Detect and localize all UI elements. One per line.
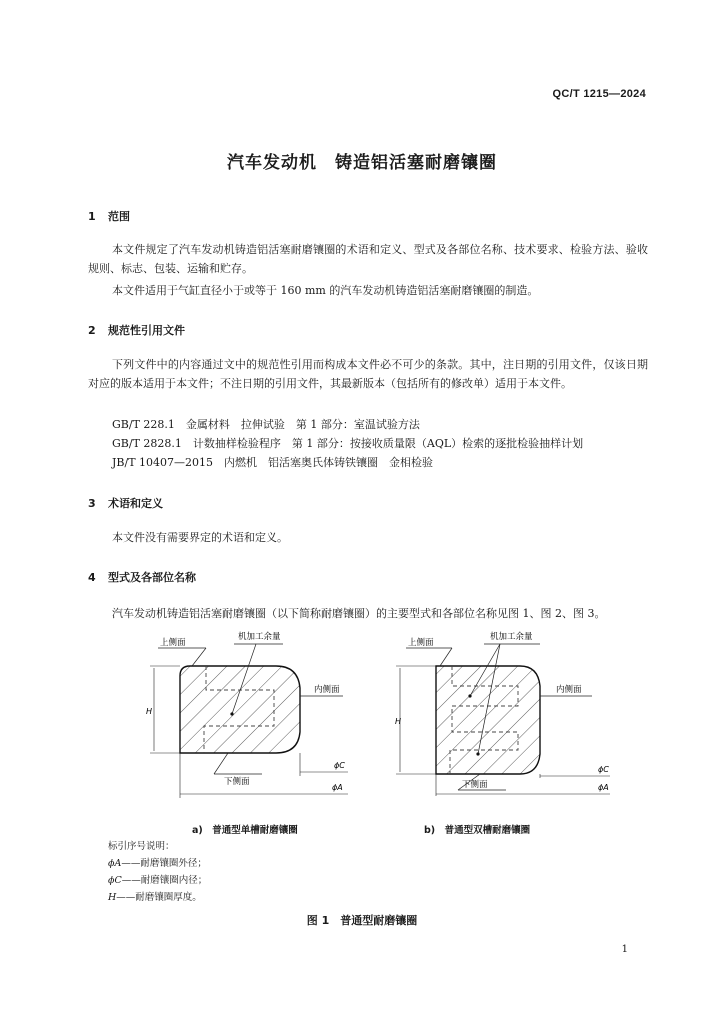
note-symbol: ϕC <box>108 875 122 886</box>
label-phi-a: ϕA <box>332 783 343 792</box>
section-number: 4 <box>88 571 96 584</box>
figure-caption: 图 1 普通型耐磨镶圈 <box>306 914 418 927</box>
section-1-heading <box>88 208 130 224</box>
section-1-paragraph-2: 本文件适用于气缸直径小于或等于 160 mm 的汽车发动机铸造铝活塞耐磨镶圈的制造。 <box>112 284 539 297</box>
label-top-face: 上侧面 <box>408 638 434 648</box>
reference-item: JB/T 10407—2015 内燃机 铝活塞奥氏体铸铁镶圈 金相检验 <box>112 456 434 469</box>
section-3-heading <box>88 495 163 511</box>
section-title: 规范性引用文件 <box>108 324 185 337</box>
label-machining-allowance: 机加工余量 <box>238 632 281 642</box>
section-1-paragraph-1: 本文件规定了汽车发动机铸造铝活塞耐磨镶圈的术语和定义、型式及各部位名称、技术要求、检验方法、验收规则、标志、包装、运输和贮存。 <box>88 243 648 275</box>
label-h: H <box>146 707 153 716</box>
label-phi-c: ϕC <box>334 761 345 770</box>
reference-item: GB/T 228.1 金属材料 拉伸试验 第 1 部分：室温试验方法 <box>112 418 420 431</box>
section-2-heading <box>88 322 185 338</box>
section-title: 范围 <box>108 210 130 223</box>
label-bottom-face: 下侧面 <box>224 777 250 787</box>
section-3-paragraph-1: 本文件没有需要界定的术语和定义。 <box>112 531 288 544</box>
label-phi-c: ϕC <box>598 765 609 774</box>
section-title: 型式及各部位名称 <box>108 571 196 584</box>
note-symbol: ϕA <box>108 858 122 869</box>
standard-code: QC/T 1215—2024 <box>552 88 646 100</box>
subfigure-b-caption: b) 普通型双槽耐磨镶圈 <box>424 825 531 836</box>
notes-title: 标引序号说明： <box>108 841 175 852</box>
reference-item: GB/T 2828.1 计数抽样检验程序 第 1 部分：按接收质量限（AQL）检索的逐批检验抽样计划 <box>112 437 584 450</box>
section-title: 术语和定义 <box>108 497 163 510</box>
note-item <box>108 872 207 889</box>
figure-a-single-groove-ring <box>138 626 358 812</box>
note-text: ——耐磨镶圈厚度。 <box>116 892 202 903</box>
document-title: 汽车发动机 铸造铝活塞耐磨镶圈 <box>227 153 497 173</box>
note-text: ——耐磨镶圈外径； <box>121 858 207 869</box>
label-machining-allowance: 机加工余量 <box>490 632 533 642</box>
label-inner-face: 内侧面 <box>314 685 340 695</box>
label-phi-a: ϕA <box>598 783 609 792</box>
section-number: 1 <box>88 210 96 223</box>
figure-notes <box>108 838 207 906</box>
section-2-paragraph-1: 下列文件中的内容通过文中的规范性引用而构成本文件必不可少的条款。其中，注日期的引用文件，仅该日期对应的版本适用于本文件；不注日期的引用文件，其最新版本（包括所有的修改单）适用于本文件。 <box>88 358 648 390</box>
section-4-heading <box>88 569 196 585</box>
label-bottom-face: 下侧面 <box>462 780 488 790</box>
note-text: ——耐磨镶圈内径； <box>121 875 208 886</box>
label-top-face: 上侧面 <box>160 638 186 648</box>
section-number: 3 <box>88 497 96 510</box>
note-symbol: H <box>108 892 117 903</box>
ring-section-shape <box>180 666 300 753</box>
note-item <box>108 889 207 906</box>
section-4-paragraph-1: 汽车发动机铸造铝活塞耐磨镶圈（以下简称耐磨镶圈）的主要型式和各部位名称见图 1、图 2、图 3。 <box>112 607 606 620</box>
figure-b-double-groove-ring <box>392 626 624 812</box>
label-inner-face: 内侧面 <box>556 685 582 695</box>
section-number: 2 <box>88 324 96 337</box>
page-number: 1 <box>621 944 628 955</box>
note-item <box>108 855 207 872</box>
label-h: H <box>395 717 402 726</box>
subfigure-a-caption: a) 普通型单槽耐磨镶圈 <box>192 825 298 836</box>
